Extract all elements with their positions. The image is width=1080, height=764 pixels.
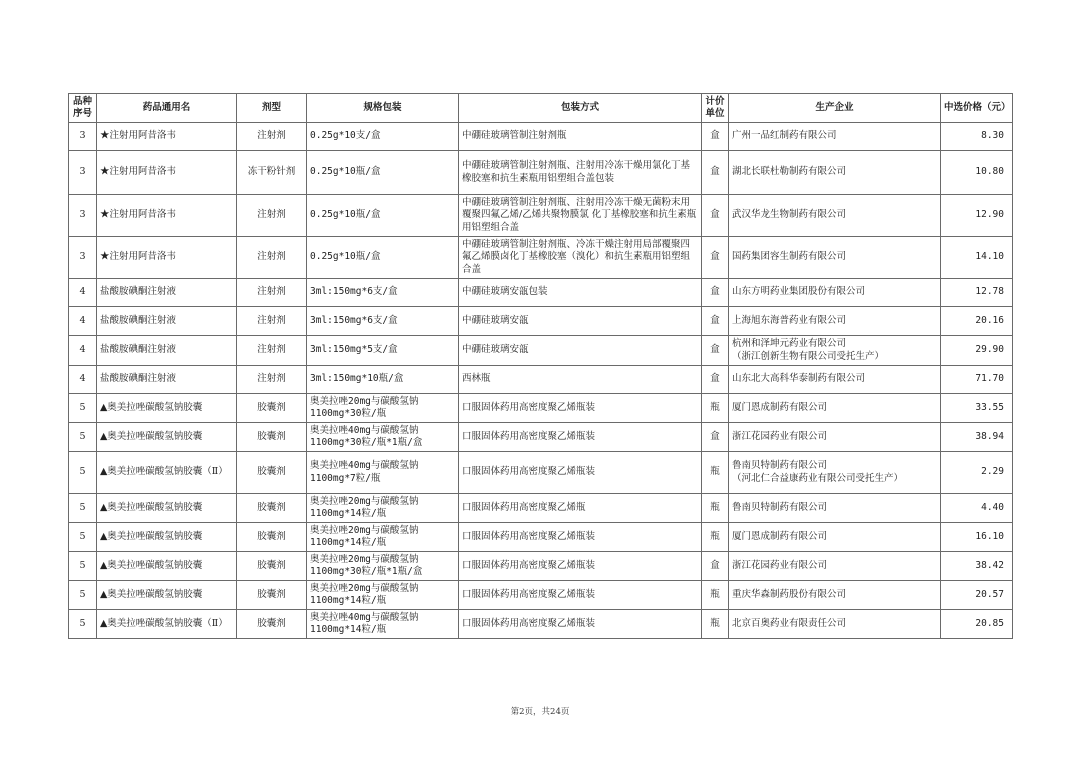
cell-dosage-form: 注射剂: [237, 279, 307, 307]
cell-dosage-form: 胶囊剂: [237, 523, 307, 552]
cell-manufacturer: 广州一品红制药有限公司: [729, 123, 941, 151]
cell-price: 71.70: [941, 366, 1013, 394]
cell-seq: 5: [69, 581, 97, 610]
cell-packaging: 口服固体药用高密度聚乙烯瓶装: [459, 523, 702, 552]
cell-spec: 奥美拉唑20mg与碳酸氢钠1100mg*30粒/瓶*1瓶/盒: [307, 552, 459, 581]
cell-spec: 奥美拉唑20mg与碳酸氢钠1100mg*14粒/瓶: [307, 494, 459, 523]
cell-manufacturer: 武汉华龙生物制药有限公司: [729, 195, 941, 237]
cell-drug-name: ▲奥美拉唑碳酸氢钠胶囊: [97, 581, 237, 610]
cell-drug-name: 盐酸胺碘酮注射液: [97, 279, 237, 307]
cell-dosage-form: 胶囊剂: [237, 552, 307, 581]
cell-seq: 4: [69, 366, 97, 394]
cell-drug-name: 盐酸胺碘酮注射液: [97, 336, 237, 366]
cell-price: 20.85: [941, 610, 1013, 639]
cell-packaging: 中硼硅玻璃管制注射剂瓶: [459, 123, 702, 151]
table-row: [69, 610, 1013, 639]
cell-price: 38.42: [941, 552, 1013, 581]
page-number: 第2页，共24页: [510, 707, 570, 717]
table-row: [69, 552, 1013, 581]
table-row: [69, 523, 1013, 552]
cell-dosage-form: 冻干粉针剂: [237, 151, 307, 195]
table-row: [69, 307, 1013, 336]
cell-packaging: 口服固体药用高密度聚乙烯瓶装: [459, 581, 702, 610]
header-price: 中选价格（元）: [941, 94, 1013, 123]
cell-packaging: 口服固体药用高密度聚乙烯瓶装: [459, 610, 702, 639]
cell-packaging: 中硼硅玻璃管制注射剂瓶、注射用冷冻干燥用氯化丁基橡胶塞和抗生素瓶用铝塑组合盖包装: [459, 151, 702, 195]
cell-unit: 盒: [702, 336, 729, 366]
cell-price: 4.40: [941, 494, 1013, 523]
cell-drug-name: ▲奥美拉唑碳酸氢钠胶囊: [97, 494, 237, 523]
cell-unit: 瓶: [702, 394, 729, 423]
cell-price: 12.90: [941, 195, 1013, 237]
cell-dosage-form: 注射剂: [237, 237, 307, 279]
header-pack: 包装方式: [459, 94, 702, 123]
cell-spec: 3ml:150mg*5支/盒: [307, 336, 459, 366]
cell-seq: 5: [69, 610, 97, 639]
header-maker: 生产企业: [729, 94, 941, 123]
cell-manufacturer: 浙江花园药业有限公司: [729, 423, 941, 452]
cell-price: 38.94: [941, 423, 1013, 452]
cell-manufacturer: 浙江花园药业有限公司: [729, 552, 941, 581]
cell-drug-name: ★注射用阿昔洛韦: [97, 237, 237, 279]
cell-drug-name: ★注射用阿昔洛韦: [97, 151, 237, 195]
cell-packaging: 口服固体药用高密度聚乙烯瓶装: [459, 552, 702, 581]
cell-seq: 3: [69, 123, 97, 151]
cell-dosage-form: 胶囊剂: [237, 610, 307, 639]
cell-drug-name: ▲奥美拉唑碳酸氢钠胶囊: [97, 423, 237, 452]
cell-seq: 4: [69, 279, 97, 307]
cell-drug-name: 盐酸胺碘酮注射液: [97, 307, 237, 336]
cell-price: 16.10: [941, 523, 1013, 552]
cell-unit: 瓶: [702, 452, 729, 494]
cell-spec: 奥美拉唑40mg与碳酸氢钠1100mg*30粒/瓶*1瓶/盒: [307, 423, 459, 452]
cell-dosage-form: 注射剂: [237, 336, 307, 366]
cell-unit: 盒: [702, 366, 729, 394]
cell-seq: 5: [69, 552, 97, 581]
cell-seq: 5: [69, 452, 97, 494]
cell-unit: 盒: [702, 195, 729, 237]
cell-spec: 0.25g*10瓶/盒: [307, 151, 459, 195]
cell-manufacturer: 杭州和泽坤元药业有限公司 （浙江创新生物有限公司受托生产）: [729, 336, 941, 366]
cell-seq: 3: [69, 151, 97, 195]
cell-seq: 4: [69, 307, 97, 336]
header-row: [69, 94, 1013, 123]
cell-unit: 盒: [702, 151, 729, 195]
cell-spec: 奥美拉唑40mg与碳酸氢钠1100mg*14粒/瓶: [307, 610, 459, 639]
table-row: [69, 494, 1013, 523]
cell-dosage-form: 胶囊剂: [237, 581, 307, 610]
cell-packaging: 西林瓶: [459, 366, 702, 394]
cell-drug-name: ★注射用阿昔洛韦: [97, 123, 237, 151]
cell-seq: 5: [69, 494, 97, 523]
cell-unit: 瓶: [702, 494, 729, 523]
header-form: 剂型: [237, 94, 307, 123]
cell-manufacturer: 上海旭东海普药业有限公司: [729, 307, 941, 336]
cell-price: 14.10: [941, 237, 1013, 279]
cell-spec: 3ml:150mg*10瓶/盒: [307, 366, 459, 394]
cell-dosage-form: 胶囊剂: [237, 452, 307, 494]
cell-unit: 盒: [702, 423, 729, 452]
cell-seq: 3: [69, 237, 97, 279]
cell-drug-name: ▲奥美拉唑碳酸氢钠胶囊: [97, 552, 237, 581]
cell-dosage-form: 胶囊剂: [237, 494, 307, 523]
cell-manufacturer: 厦门恩成制药有限公司: [729, 394, 941, 423]
header-seq: 品种序号: [69, 94, 97, 123]
cell-manufacturer: 重庆华森制药股份有限公司: [729, 581, 941, 610]
cell-packaging: 口服固体药用高密度聚乙烯瓶: [459, 494, 702, 523]
cell-manufacturer: 北京百奥药业有限责任公司: [729, 610, 941, 639]
cell-price: 29.90: [941, 336, 1013, 366]
cell-spec: 3ml:150mg*6支/盒: [307, 279, 459, 307]
cell-packaging: 口服固体药用高密度聚乙烯瓶装: [459, 452, 702, 494]
cell-packaging: 中硼硅玻璃安瓿: [459, 307, 702, 336]
table-row: [69, 336, 1013, 366]
cell-packaging: 口服固体药用高密度聚乙烯瓶装: [459, 423, 702, 452]
cell-manufacturer: 湖北长联杜勒制药有限公司: [729, 151, 941, 195]
cell-dosage-form: 注射剂: [237, 123, 307, 151]
cell-unit: 盒: [702, 307, 729, 336]
cell-packaging: 中硼硅玻璃管制注射剂瓶、冷冻干燥注射用局部覆聚四氟乙烯膜卤化丁基橡胶塞（溴化）和抗生素瓶用铝塑组合盖: [459, 237, 702, 279]
cell-manufacturer: 鲁南贝特制药有限公司 （河北仁合益康药业有限公司受托生产）: [729, 452, 941, 494]
header-spec: 规格包装: [307, 94, 459, 123]
cell-spec: 0.25g*10瓶/盒: [307, 237, 459, 279]
cell-drug-name: ▲奥美拉唑碳酸氢钠胶囊（Ⅱ）: [97, 452, 237, 494]
bid-results-table: [68, 93, 1013, 639]
cell-packaging: 中硼硅玻璃安瓿: [459, 336, 702, 366]
cell-spec: 0.25g*10支/盒: [307, 123, 459, 151]
table-row: [69, 237, 1013, 279]
cell-dosage-form: 胶囊剂: [237, 423, 307, 452]
cell-unit: 瓶: [702, 610, 729, 639]
cell-price: 2.29: [941, 452, 1013, 494]
cell-price: 12.78: [941, 279, 1013, 307]
cell-drug-name: ★注射用阿昔洛韦: [97, 195, 237, 237]
table-row: [69, 394, 1013, 423]
cell-drug-name: 盐酸胺碘酮注射液: [97, 366, 237, 394]
table-body: [69, 123, 1013, 639]
cell-unit: 盒: [702, 279, 729, 307]
cell-seq: 5: [69, 423, 97, 452]
cell-seq: 5: [69, 394, 97, 423]
cell-dosage-form: 注射剂: [237, 366, 307, 394]
cell-seq: 5: [69, 523, 97, 552]
cell-unit: 盒: [702, 123, 729, 151]
cell-seq: 4: [69, 336, 97, 366]
cell-manufacturer: 山东方明药业集团股份有限公司: [729, 279, 941, 307]
cell-seq: 3: [69, 195, 97, 237]
cell-price: 20.57: [941, 581, 1013, 610]
cell-unit: 瓶: [702, 523, 729, 552]
cell-dosage-form: 胶囊剂: [237, 394, 307, 423]
cell-dosage-form: 注射剂: [237, 307, 307, 336]
cell-manufacturer: 鲁南贝特制药有限公司: [729, 494, 941, 523]
header-unit: 计价单位: [702, 94, 729, 123]
cell-price: 20.16: [941, 307, 1013, 336]
table-row: [69, 195, 1013, 237]
cell-spec: 奥美拉唑20mg与碳酸氢钠1100mg*14粒/瓶: [307, 523, 459, 552]
cell-price: 8.30: [941, 123, 1013, 151]
table-row: [69, 452, 1013, 494]
cell-unit: 盒: [702, 552, 729, 581]
cell-unit: 瓶: [702, 581, 729, 610]
cell-spec: 奥美拉唑20mg与碳酸氢钠1100mg*30粒/瓶: [307, 394, 459, 423]
cell-drug-name: ▲奥美拉唑碳酸氢钠胶囊（Ⅱ）: [97, 610, 237, 639]
table-row: [69, 423, 1013, 452]
cell-manufacturer: 山东北大高科华泰制药有限公司: [729, 366, 941, 394]
cell-unit: 盒: [702, 237, 729, 279]
table-row: [69, 151, 1013, 195]
cell-price: 33.55: [941, 394, 1013, 423]
cell-manufacturer: 国药集团容生制药有限公司: [729, 237, 941, 279]
header-name: 药品通用名: [97, 94, 237, 123]
cell-drug-name: ▲奥美拉唑碳酸氢钠胶囊: [97, 394, 237, 423]
cell-spec: 3ml:150mg*6支/盒: [307, 307, 459, 336]
table-row: [69, 366, 1013, 394]
cell-price: 10.80: [941, 151, 1013, 195]
cell-packaging: 中硼硅玻璃安瓿包装: [459, 279, 702, 307]
cell-spec: 奥美拉唑40mg与碳酸氢钠1100mg*7粒/瓶: [307, 452, 459, 494]
cell-drug-name: ▲奥美拉唑碳酸氢钠胶囊: [97, 523, 237, 552]
table-row: [69, 123, 1013, 151]
cell-manufacturer: 厦门恩成制药有限公司: [729, 523, 941, 552]
cell-packaging: 中硼硅玻璃管制注射剂瓶、注射用冷冻干燥无菌粉末用覆聚四氟乙烯/乙烯共聚物膜氯 化丁基橡胶塞和抗生素瓶用铝塑组合盖: [459, 195, 702, 237]
table-row: [69, 279, 1013, 307]
table-row: [69, 581, 1013, 610]
cell-packaging: 口服固体药用高密度聚乙烯瓶装: [459, 394, 702, 423]
cell-spec: 0.25g*10瓶/盒: [307, 195, 459, 237]
cell-spec: 奥美拉唑20mg与碳酸氢钠1100mg*14粒/瓶: [307, 581, 459, 610]
cell-dosage-form: 注射剂: [237, 195, 307, 237]
